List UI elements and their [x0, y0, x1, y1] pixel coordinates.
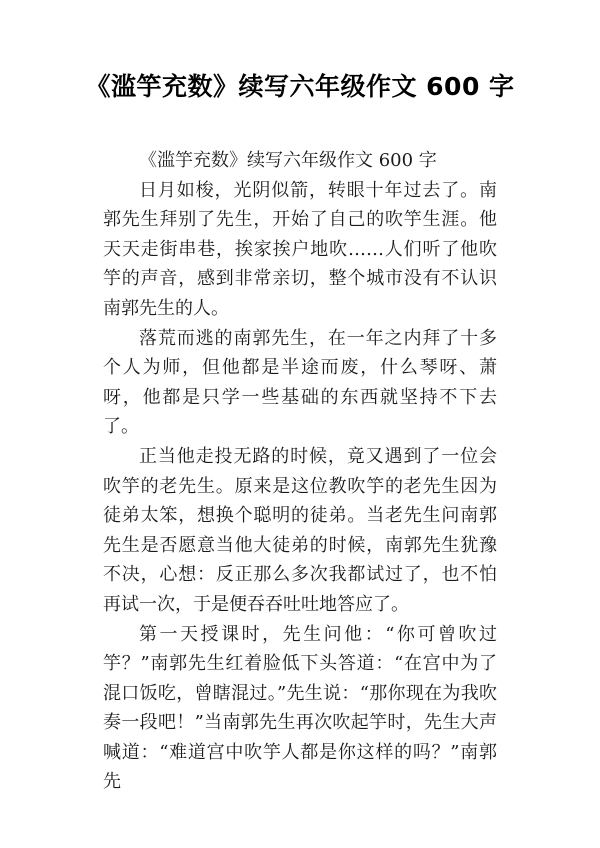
- paragraph-1: 日月如梭，光阴似箭，转眼十年过去了。南郭先生拜别了先生，开始了自己的吹竽生涯。他天天走街串巷，挨家挨户地吹……人们听了他吹竽的声音，感到非常亲切，整个城市没有不认识南郭先生的人。: [103, 179, 497, 319]
- paragraph-3: 正当他走投无路的时候，竟又遇到了一位会吹竽的老先生。原来是这位教吹竽的老先生因为徒弟太笨，想换个聪明的徒弟。当老先生问南郭先生是否愿意当他大徒弟的时候，南郭先生犹豫不决，心想：反正那么多次我都试过了，也不怕再试一次，于是便吞吞吐吐地答应了。: [103, 445, 497, 615]
- document-subtitle: 《滥竽充数》续写六年级作文 600 字: [139, 150, 437, 171]
- paragraph-4: 第一天授课时，先生问他：“你可曾吹过竽？”南郭先生红着脸低下头答道：“在宫中为了混口饭吃，曾瞎混过。”先生说：“那你现在为我吹奏一段吧！”当南郭先生再次吹起竽时，先生大声喊道：“难道宫中吹竽人都是你这样的吗？”南郭先: [103, 623, 497, 793]
- document-title: 《滥竽充数》续写六年级作文 600 字: [85, 72, 515, 101]
- paragraph-2: 落荒而逃的南郭先生，在一年之内拜了十多个人为师，但他都是半途而废，什么琴呀、萧呀，他都是只学一些基础的东西就坚持不下去了。: [103, 327, 497, 438]
- document-body: [103, 146, 497, 797]
